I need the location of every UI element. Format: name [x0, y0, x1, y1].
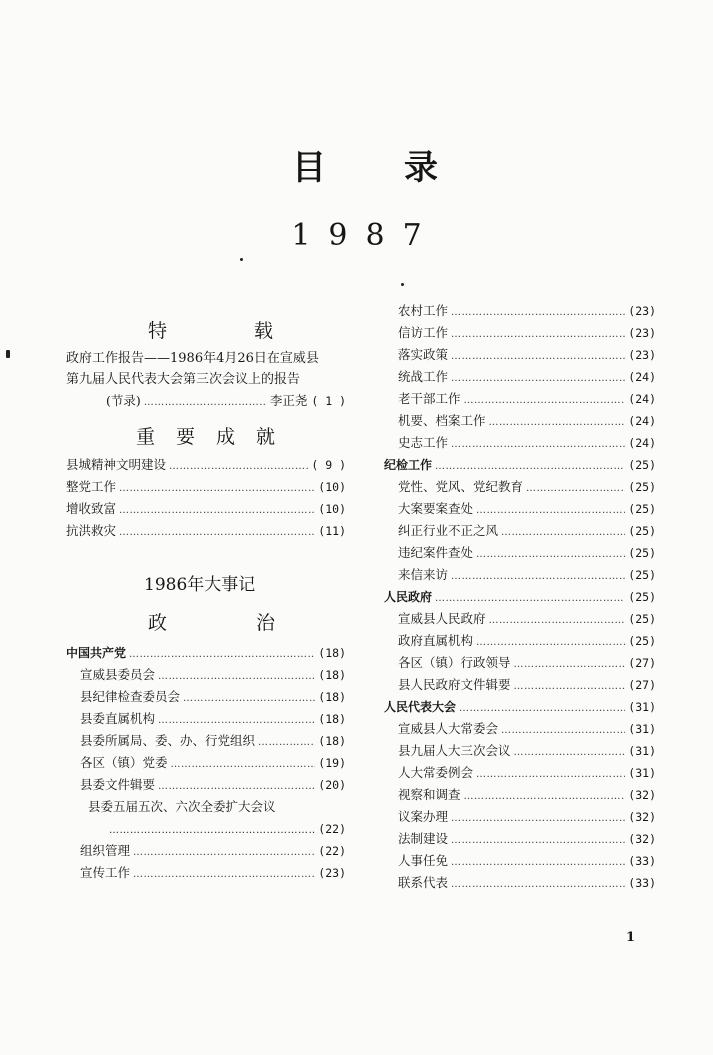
toc-heading-party[interactable]: 中国共产党 …………………………………………………………………………………………………… (18): [66, 642, 346, 664]
toc-entry[interactable]: 统战工作 …………………………………………………………………………………………………… (24): [384, 366, 656, 388]
page-title: [0, 140, 713, 190]
toc-entry[interactable]: 政府直属机构 …………………………………………………………………………………………………… (25): [384, 630, 656, 652]
report-line-3: (节录) …………………………………………………………………………………………………… 李正尧 ( 1 ): [66, 390, 346, 412]
toc-entry[interactable]: 信访工作 …………………………………………………………………………………………………… (23): [384, 322, 656, 344]
toc-entry[interactable]: 宣威县人大常委会 …………………………………………………………………………………………………… (31): [384, 718, 656, 740]
toc-entry[interactable]: 整党工作 …………………………………………………………………………………………………… (10): [66, 476, 346, 498]
toc-entry[interactable]: 议案办理 …………………………………………………………………………………………………… (32): [384, 806, 656, 828]
toc-entry[interactable]: 老干部工作 …………………………………………………………………………………………………… (24): [384, 388, 656, 410]
toc-entry[interactable]: 县城精神文明建设 …………………………………………………………………………………………………… ( 9 ): [66, 454, 346, 476]
print-speck: [401, 283, 404, 286]
toc-entry[interactable]: 各区（镇）行政领导 …………………………………………………………………………………………………… (27): [384, 652, 656, 674]
toc-heading-congress[interactable]: 人民代表大会 …………………………………………………………………………………………………… (31): [384, 696, 656, 718]
toc-entry[interactable]: 法制建设 …………………………………………………………………………………………………… (32): [384, 828, 656, 850]
toc-heading-discipline[interactable]: 纪检工作 …………………………………………………………………………………………………… (25): [384, 454, 656, 476]
toc-entry[interactable]: 落实政策 …………………………………………………………………………………………………… (23): [384, 344, 656, 366]
toc-entry[interactable]: 组织管理 …………………………………………………………………………………………………… (22): [66, 840, 346, 862]
toc-entry[interactable]: 县九届人大三次会议 …………………………………………………………………………………………………… (31): [384, 740, 656, 762]
toc-entry[interactable]: 宣威县人民政府 …………………………………………………………………………………………………… (25): [384, 608, 656, 630]
report-entry[interactable]: [66, 348, 346, 412]
toc-entry[interactable]: 纠正行业不正之风 …………………………………………………………………………………………………… (25): [384, 520, 656, 542]
toc-entry[interactable]: 人大常委例会 …………………………………………………………………………………………………… (31): [384, 762, 656, 784]
section-achievements: 重 要 成 就: [136, 426, 276, 448]
toc-right-column: [384, 300, 656, 894]
toc-entry[interactable]: 农村工作 …………………………………………………………………………………………………… (23): [384, 300, 656, 322]
toc-entry-plenary-page: …………………………………………………………………………………………………… (22): [66, 818, 346, 840]
toc-entry[interactable]: 增收致富 …………………………………………………………………………………………………… (10): [66, 498, 346, 520]
section-special: 特 载: [148, 320, 274, 342]
toc-entry[interactable]: 机要、档案工作 …………………………………………………………………………………………………… (24): [384, 410, 656, 432]
toc-entry[interactable]: 联系代表 …………………………………………………………………………………………………… (33): [384, 872, 656, 894]
section-politics: 政 治: [148, 612, 276, 634]
party-list: [66, 642, 346, 884]
toc-entry[interactable]: 违纪案件查处 …………………………………………………………………………………………………… (25): [384, 542, 656, 564]
print-speck: [240, 258, 243, 261]
toc-entry[interactable]: 各区（镇）党委 …………………………………………………………………………………………………… (19): [66, 752, 346, 774]
title-char-1: 目: [292, 148, 326, 188]
toc-entry[interactable]: 人事任免 …………………………………………………………………………………………………… (33): [384, 850, 656, 872]
report-line-2: 第九届人民代表大会第三次会议上的报告: [66, 372, 301, 387]
toc-entry[interactable]: 县委所属局、委、办、行党组织 …………………………………………………………………………………………………… (18): [66, 730, 346, 752]
toc-entry[interactable]: 抗洪救灾 …………………………………………………………………………………………………… (11): [66, 520, 346, 542]
toc-entry[interactable]: 县纪律检查委员会 …………………………………………………………………………………………………… (18): [66, 686, 346, 708]
toc-entry[interactable]: 大案要案查处 …………………………………………………………………………………………………… (25): [384, 498, 656, 520]
print-speck: [6, 350, 10, 358]
achievements-list: [66, 454, 346, 542]
toc-entry[interactable]: 县人民政府文件辑要 …………………………………………………………………………………………………… (27): [384, 674, 656, 696]
toc-entry[interactable]: 党性、党风、党纪教育 …………………………………………………………………………………………………… (25): [384, 476, 656, 498]
toc-entry[interactable]: 宣传工作 …………………………………………………………………………………………………… (23): [66, 862, 346, 884]
page-number: 1: [626, 930, 636, 945]
toc-entry[interactable]: 来信来访 …………………………………………………………………………………………………… (25): [384, 564, 656, 586]
section-events: 1986年大事记: [144, 575, 256, 595]
toc-entry[interactable]: 视察和调查 …………………………………………………………………………………………………… (32): [384, 784, 656, 806]
toc-entry[interactable]: 县委文件辑要 …………………………………………………………………………………………………… (20): [66, 774, 346, 796]
year-heading: 1987: [291, 218, 440, 253]
report-line-1: 政府工作报告——1986年4月26日在宣威县: [66, 351, 319, 366]
toc-entry[interactable]: 宣威县委员会 …………………………………………………………………………………………………… (18): [66, 664, 346, 686]
toc-entry[interactable]: 县委直属机构 …………………………………………………………………………………………………… (18): [66, 708, 346, 730]
toc-heading-government[interactable]: 人民政府 …………………………………………………………………………………………………… (25): [384, 586, 656, 608]
toc-entry[interactable]: 史志工作 …………………………………………………………………………………………………… (24): [384, 432, 656, 454]
toc-entry-plenary[interactable]: 县委五届五次、六次全委扩大会议: [88, 799, 276, 814]
title-char-2: 录: [404, 148, 438, 188]
toc-left-column: [66, 300, 346, 884]
